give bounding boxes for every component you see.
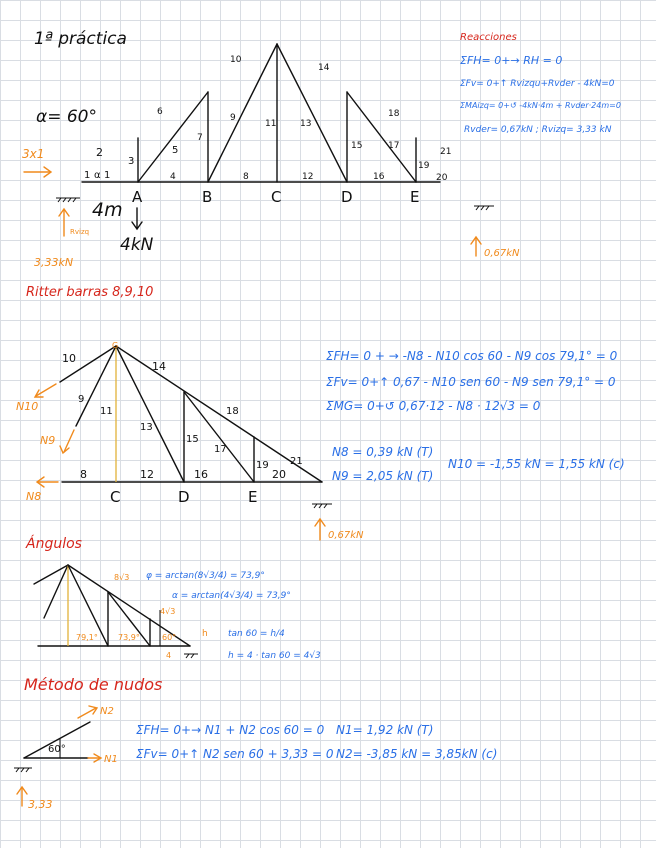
n1-label: N1 — [104, 754, 118, 765]
node-c: C — [271, 188, 282, 206]
nudos-result2: N2= -3,85 kN = 3,85kN (c) — [336, 747, 498, 761]
ritter-eq1: ΣFH= 0 + → -N8 - N10 cos 60 - N9 cos 79,1° = 0 — [326, 349, 618, 363]
span-label: 4m — [92, 199, 123, 221]
n9-label: N9 — [40, 434, 56, 447]
ritter-bar-14: 14 — [152, 360, 166, 373]
bar-label-14: 14 — [318, 63, 330, 73]
truss-main — [82, 44, 440, 182]
label-2: 2 — [96, 146, 103, 159]
load-arrow-icon — [132, 208, 142, 229]
rvizq-label: Rvizq — [70, 228, 90, 236]
ritter-bar-16: 16 — [194, 468, 208, 481]
ritter-bar-13: 13 — [140, 422, 153, 433]
nudos-reaction-arrow-icon — [17, 787, 27, 806]
n8-label: N8 — [26, 490, 42, 503]
ritter-n10: N10 = -1,55 kN = 1,55 kN (c) — [448, 457, 625, 471]
ritter-n8: N8 = 0,39 kN (T) — [332, 445, 434, 459]
ritter-bar-15: 15 — [186, 434, 199, 445]
bar-label-15: 15 — [351, 141, 363, 151]
n1-arrow-icon — [88, 754, 101, 762]
reactions-eq1: ΣFH= 0+→ RH = 0 — [460, 54, 563, 67]
bar-label-9: 9 — [230, 113, 236, 123]
four-label: 4 — [166, 651, 172, 660]
bar-label-18: 18 — [388, 109, 400, 119]
right-reaction-label: 0,67kN — [484, 248, 520, 259]
ritter-bar-17: 17 — [214, 444, 227, 455]
node-d: D — [341, 188, 353, 206]
node-a: A — [132, 188, 143, 206]
left-force-label: 3x1 — [22, 147, 45, 161]
bar-label-6: 6 — [157, 107, 163, 117]
ritter-bar-8: 8 — [80, 468, 87, 481]
load-label: 4kN — [120, 235, 154, 255]
reactions-eq3: ΣMAizq= 0+↺ -4kN·4m + Rvder·24m=0 — [460, 101, 621, 110]
angle-73: 73,9° — [118, 633, 140, 642]
ritter-bar-12: 12 — [140, 468, 154, 481]
nudos-result1: N1= 1,92 kN (T) — [336, 723, 434, 737]
ritter-eq2: ΣFv= 0+↑ 0,67 - N10 sen 60 - N9 sen 79,1° = 0 — [326, 375, 616, 389]
ritter-bar-18: 18 — [226, 406, 239, 417]
bar-label-17: 17 — [388, 141, 400, 151]
bar-18 — [347, 92, 416, 182]
ritter-eq3: ΣMG= 0+↺ 0,67·12 - N8 · 12√3 = 0 — [326, 399, 541, 413]
alpha-eq: α = arctan(4√3/4) = 73,9° — [172, 591, 291, 601]
bar-label-20: 20 — [436, 173, 448, 183]
left-force-arrow-icon — [24, 167, 51, 177]
label-8r3: 8√3 — [114, 573, 130, 582]
ritter-reaction-arrow-icon — [315, 519, 325, 540]
h-label: h — [202, 629, 208, 639]
nudos-eq2: ΣFv= 0+↑ N2 sen 60 + 3,33 = 0 — [136, 747, 334, 761]
right-reaction-arrow-icon — [471, 237, 481, 256]
ritter-bar-20: 20 — [272, 468, 286, 481]
nudos-eq1: ΣFH= 0+→ N1 + N2 cos 60 = 0 — [136, 723, 325, 737]
ritter-reaction-label: 0,67kN — [328, 530, 364, 541]
ritter-bar-11: 11 — [100, 406, 113, 417]
node-b: B — [202, 188, 213, 206]
reactions-title: Reacciones — [460, 32, 517, 43]
bar-label-19: 19 — [418, 161, 430, 171]
nudos-support-icon — [14, 768, 32, 772]
ritter-bar-19: 19 — [256, 460, 269, 471]
ritter-bar-21: 21 — [290, 456, 303, 467]
ritter-n9: N9 = 2,05 kN (T) — [332, 469, 434, 483]
right-support-icon — [474, 206, 494, 210]
angle-79: 79,1° — [76, 633, 98, 642]
n9-arrow-icon — [60, 430, 74, 453]
bar-label-4: 4 — [170, 172, 176, 182]
bar-label-16: 16 — [373, 172, 385, 182]
n2-arrow-icon — [78, 706, 97, 718]
bar-label-7: 7 — [197, 133, 203, 143]
n2-label: N2 — [100, 706, 114, 717]
n10-arrow-icon — [35, 384, 56, 397]
node-e: E — [410, 188, 420, 206]
bar-13 — [116, 346, 184, 482]
angles-support-icon — [184, 654, 198, 658]
angle-60: 60° — [162, 633, 177, 642]
reactions-result: Rvder= 0,67kN ; Rvizq= 3,33 kN — [464, 125, 612, 135]
label-3: 3 — [128, 156, 135, 167]
ritter-node-e: E — [248, 488, 258, 506]
left-support-icon — [56, 198, 80, 202]
ritter-node-c: C — [110, 488, 121, 506]
nudos-title: Método de nudos — [24, 675, 163, 694]
ritter-support-icon — [312, 504, 332, 508]
angles-title: Ángulos — [26, 536, 82, 552]
phi-eq: φ = arctan(8√3/4) = 73,9° — [146, 571, 265, 581]
bar-label-10: 10 — [230, 55, 242, 65]
label-4r3: 4√3 — [160, 607, 176, 616]
bar-label-8: 8 — [243, 172, 249, 182]
angle-60-label: 60° — [48, 744, 66, 755]
practice-title: 1ª práctica — [34, 29, 127, 49]
bar-label-21: 21 — [440, 147, 452, 157]
bar-label-12: 12 — [302, 172, 314, 182]
left-reaction-label: 3,33kN — [34, 256, 74, 269]
bar-10-left — [208, 44, 277, 182]
reactions-eq2: ΣFv= 0+↑ Rvizqu+Rvder - 4kN=0 — [460, 79, 615, 89]
bar-label-5: 5 — [172, 145, 179, 156]
n10-label: N10 — [16, 400, 39, 413]
ritter-title: Ritter barras 8,9,10 — [26, 285, 154, 300]
alpha-label: α= 60° — [36, 107, 97, 127]
n8-arrow-icon — [37, 477, 58, 487]
ritter-bar-10: 10 — [62, 352, 76, 365]
label-1b: 1 — [104, 170, 111, 181]
tan-eq: tan 60 = h/4 — [228, 629, 285, 639]
nudos-reaction-label: 3,33 — [28, 798, 53, 811]
node-g-label: G — [112, 341, 119, 350]
bar-14 — [277, 44, 347, 182]
label-alpha: α — [94, 170, 101, 181]
h-eq: h = 4 · tan 60 = 4√3 — [228, 651, 321, 661]
ritter-node-d: D — [178, 488, 190, 506]
bar-label-11: 11 — [265, 119, 277, 129]
ritter-bar-9: 9 — [78, 394, 85, 405]
left-reaction-arrow-icon — [59, 209, 69, 236]
label-1a: 1 — [84, 170, 91, 181]
bar-label-13: 13 — [300, 119, 312, 129]
